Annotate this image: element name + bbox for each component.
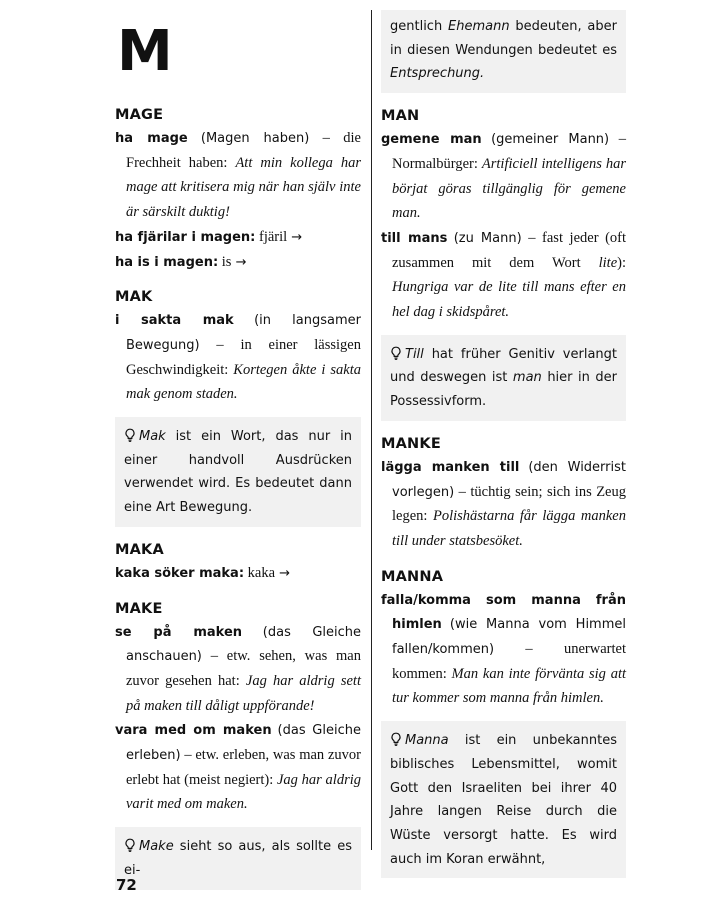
definition: – die Frechheit haben:: [126, 130, 361, 171]
left-column: [115, 104, 361, 890]
literal-translation: (Magen haben): [200, 131, 310, 146]
literal-translation: (gemeiner Mann): [491, 132, 610, 148]
note-keyword: Make: [139, 839, 174, 855]
example: Att min kollega har mage att kritisera mig när han själv inte är särskilt duktig!: [126, 154, 361, 221]
entry-till-mans: [381, 226, 626, 325]
headword-maka: MAKA: [115, 541, 164, 558]
note-text: bedeuten, aber in diesen Wendungen bedeutet es: [390, 19, 617, 58]
lightbulb-icon: [390, 346, 402, 360]
literal-translation: (das Gleiche erleben): [126, 723, 361, 764]
note-keyword: Ehemann: [448, 19, 510, 34]
phrase: kaka söker maka:: [115, 565, 245, 581]
note-text: hier in der Possessivform.: [390, 370, 617, 410]
phrase: se på maken: [115, 624, 243, 640]
definition: – etw. erleben, was man zuvor erlebt hat (meist negiert):: [126, 747, 361, 788]
page-number: 72: [116, 876, 137, 894]
headword-manke: MANKE: [381, 435, 441, 452]
literal-translation: (zu Mann): [453, 230, 522, 246]
arrow-right-icon: →: [275, 565, 291, 581]
note-text: gentlich: [390, 19, 449, 34]
headword-make: MAKE: [115, 600, 163, 617]
definition: – tüchtig sein; sich ins Zeug legen:: [392, 483, 626, 525]
phrase: vara med om maken: [115, 723, 272, 739]
right-column: [381, 10, 626, 878]
phrase: gemene man: [381, 132, 482, 148]
phrase: ha mage: [115, 131, 188, 146]
note-text: ist ein Wort, das nur in einer handvoll Ausdrücken verwendet wird. Es bedeutet dann eine Art Bewegung.: [124, 429, 352, 516]
example: Hungriga var de lite till mans efter en hel dag i skidspåret.: [392, 279, 626, 321]
definition: – etw. sehen, was man zuvor gesehen hat:: [126, 648, 361, 689]
note-box: [115, 417, 361, 527]
entry-i-sakta-mak: [115, 308, 361, 407]
phrase: till mans: [381, 230, 448, 246]
literal-translation: (das Gleiche anschauen): [126, 624, 361, 665]
note-text: sieht so aus, als sollte es ei-: [124, 839, 352, 878]
phrase: falla/komma som manna från himlen: [381, 592, 626, 633]
definition: ):: [617, 254, 626, 271]
arrow-right-icon: →: [287, 229, 303, 245]
example: Man kan inte förvänta sig att tur kommer som manna från himlen.: [392, 665, 626, 707]
quoted-word: lite: [598, 254, 618, 271]
entry-gemene-man: [381, 127, 626, 226]
phrase: ha is i magen:: [115, 254, 219, 270]
column-divider: [371, 10, 372, 850]
example: Artificiell intelligens har börjat göras tillgänglig för gemene man.: [392, 155, 627, 222]
headword-mak: MAK: [115, 289, 153, 306]
note-box: [115, 827, 361, 889]
headword-mage: MAGE: [115, 107, 164, 123]
example: Polishästarna får lägga manken till under statsbesöket.: [392, 508, 626, 549]
arrow-right-icon: →: [231, 254, 247, 270]
cross-reference: is: [218, 253, 232, 270]
note-box: [381, 721, 626, 878]
definition: – unerwartet kommen:: [392, 641, 626, 682]
definition: – in einer lässigen Geschwindigkeit:: [126, 336, 361, 378]
entry-ha-is: [115, 250, 361, 275]
note-keyword: Mak: [139, 429, 166, 445]
note-box: [381, 335, 626, 421]
entry-vara-med-om-maken: [115, 718, 361, 817]
literal-translation: (wie Manna vom Himmel fallen/kommen): [392, 617, 626, 658]
literal-translation: (den Widerrist vorlegen): [392, 459, 626, 500]
example: Jag har aldrig varit med om maken.: [126, 771, 361, 813]
note-keyword: Till: [405, 346, 424, 362]
entry-lagga-manken-till: [381, 455, 626, 554]
definition: – fast jeder (oft zusammen mit dem Wort: [392, 229, 627, 271]
definition: – Normalbürger:: [392, 131, 627, 172]
phrase: i sakta mak: [115, 313, 234, 329]
entry-ha-mage: [115, 126, 361, 225]
example: Kortegen åkte i sakta mak genom staden.: [126, 361, 361, 403]
phrase: lägga manken till: [381, 459, 520, 475]
literal-translation: (in langsamer Bewegung): [126, 313, 361, 353]
note-box-continued: [381, 10, 626, 93]
section-letter: M: [117, 19, 172, 84]
headword-manna: MANNA: [381, 568, 444, 585]
entry-falla-som-manna: [381, 588, 626, 712]
phrase: ha fjärilar i magen:: [115, 229, 256, 245]
entry-ha-fjarilar: [115, 225, 361, 250]
entry-kaka-soker-maka: [115, 561, 361, 586]
note-keyword: Entsprechung.: [390, 66, 485, 82]
cross-reference: fjäril: [255, 228, 288, 245]
example: Jag har aldrig sett på maken till dåligt uppförande!: [126, 672, 361, 714]
headword-man: MAN: [381, 108, 420, 125]
entry-se-pa-maken: [115, 620, 361, 719]
lightbulb-icon: [390, 732, 402, 746]
note-text: ist ein unbekanntes biblisches Lebensmittel, womit Gott den Israeliten bei ihrer 40 Jahre langen Reise durch die Wüste versorgt hatte. Es wird auch im Koran erwähnt,: [390, 733, 617, 867]
lightbulb-icon: [124, 838, 136, 852]
note-keyword: man: [512, 370, 542, 386]
lightbulb-icon: [124, 428, 136, 442]
note-keyword: Manna: [405, 733, 449, 749]
note-text: hat früher Genitiv verlangt und deswegen ist: [390, 346, 617, 386]
cross-reference: kaka: [244, 564, 276, 581]
